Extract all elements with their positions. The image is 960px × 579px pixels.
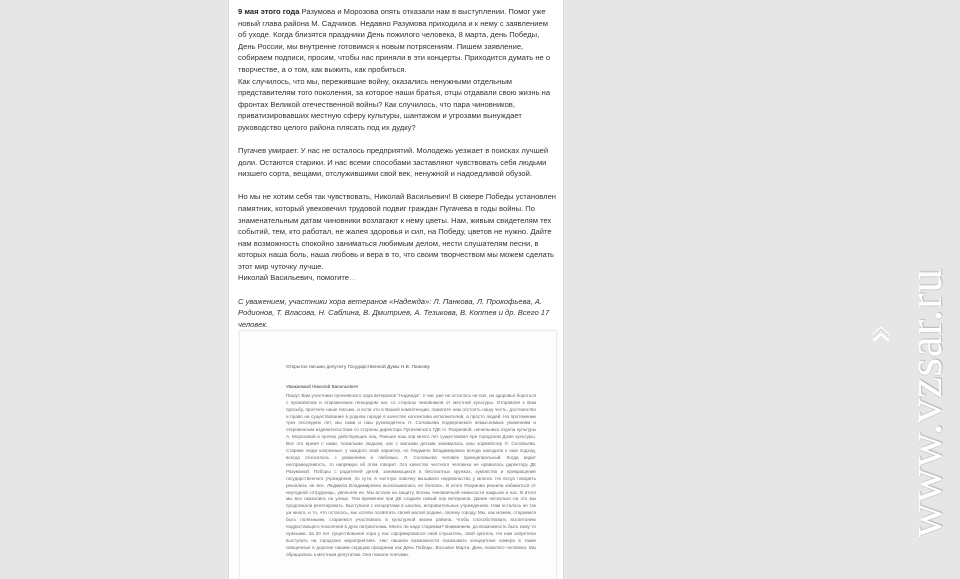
paragraph-lead-date: 9 мая этого года — [238, 7, 300, 16]
paragraph-5-text: Николай Васильевич, помогите — [238, 273, 349, 283]
paragraph-1-text: Разумова и Морозова опять отказали нам в выступлении. Помог уже новый глава района М. Садчиков. Недавно Разумова приходила и к нему с заявлением об уходе. Когда близятся праздники День пожилого человека, 8 марта, день Победы, День России, мы внутренне готовимся к новым потрясениям. Пишем заявление, собираем подписи, просим, чтобы нас приняли в эти концерты. Приходится думать не о творчестве, а о том, как выжить, как пробиться. — [238, 7, 551, 74]
paragraph-4: Но мы не хотим себя так чувствовать, Николай Васильевич! В сквере Победы установлен памятник, который увековечил трудовой подвиг граждан Пугачева в годы войны. По знаменательным датам чиновники возлагают к нему цветы. Нам, живым свидетелям тех событий, тем, кто работал, не жалея здоровья и сил, на Победу, цветов не нужно. Дайте нам возможность спокойно заниматься любимым делом, нести слушателям песни, в которых наша боль, наша любовь и вера в то, что своим творчеством мы можем сделать этот мир чуточку лучше. — [238, 192, 557, 271]
watermark-text: www.vzsar.ru — [899, 268, 952, 538]
paragraph-5-ellipsis: … — [349, 273, 357, 283]
article-page — [228, 0, 564, 579]
scan-title: Открытое письмо депутату Государственной Думы Н.В. Панкову — [286, 365, 430, 370]
site-watermark — [896, 242, 956, 564]
paragraph-1 — [238, 6, 556, 134]
scroll-top-button[interactable] — [870, 325, 892, 345]
scanned-letter-content — [286, 365, 536, 559]
chevron-up-icon — [870, 325, 892, 345]
paragraph-2-text: Как случилось, что мы, пережившие войну, оказались ненужными отдельным представителям того поколения, за которое наши братья, отцы отдавали свою жизнь на фронтах Великой отечественной войны? Как случилось, что пара чиновников, приватизировавших местную сферу культуры, шантажом и угрозами вынуждает руководство целого района плясать под их дудку? — [238, 76, 551, 132]
signature: С уважением, участники хора ветеранов «Надежда»: Л. Панкова, Л. Прокофьева, А. Родионов, Т. Власова, Н. Саблина, В. Дмитриев, А. Тезикова, В. Коптев и др. Всего 17 человек. — [238, 296, 550, 329]
scanned-letter-image[interactable] — [239, 330, 557, 579]
article-body — [238, 6, 556, 342]
scan-greeting: Уважаемый Николай Васильевич! — [286, 383, 359, 389]
scan-body: Пишут Вам участники пугачевского хора ветеранов "Надежда". У нас уже не осталось ни сил, ни здоровья бороться с произволом и откровенным геноцидом нас со стороны чиновников от местной культуры. Отправляя к Вам просьбу, прочтите наше письмо, и если это в Вашей компетенции, помогите нам отстоять нашу честь, достоинство и право на существование в родном городе в качестве коллектива исполнителей, а просто людей. На протяжении трех последних лет, мы сами и наш руководитель Л. Соловьева подвергаемся немыслимым унижениям и откровенным издевательствам со стороны директора Пугачевского ГДК Н. Разумовой, начальника отдела культуры А. Морозовой и прочих действующих лиц. Раньше наш хор много лет существовал при городском Доме культуры. Все это время с нами, пожилыми людьми, нас с малыми детьми занималась наш хормейстер Л. Соловьева. Старики люди капризные, у каждого свой характер, но Людмила Владимировна всегда находила к нам подход, всегда относилась с уважением и любовью. Л. Соловьева человек принципиальный. Когда видит несправедливость, то напрямую об этом говорит. Это качество честного человека не нравилось директору ДК Разумовой. Поборы с родителей детей, занимающихся в бесплатных кружках, кумовство и превращение государственного учреждения, по сути, в частную лавочку вызывало недовольство у многих. Но вслух говорить решались не все. Людмила Владимировна высказывалась не боялась. В итоге Разумова решила избавиться от неугодной сотрудницы, увольняя ее. Мы встали на защиту. Волны чиновничьей немилости накрыли и нас. В итоге мы все оказались на улице. Тем временем при ДК создали новый хор ветеранов. Дание несколько на это мы продолжали репетировать. Выступали с концертами в школах, исправительных учреждениях. Нам осталось не так уж много, и то, что осталось, мы хотели посвятить своей малой родине, своему городу. Мы, как можем, стараемся быть полезными, стараемся участвовать в культурной жизни района, чтобы способствовать воспитанию подрастающего поколения в духе патриотизма. Много ли надо старикам? Вниманием, да возможность быть кому-то нужными. За 20 лет существования хора у нас сформировался свой слушатель, свой зритель. Но нам запретили выступать на городских мероприятиях. Нас лишили возможности показывать концертные номера в такие священные и дорогие нашим сердцам праздники как День Победы, Восьмое Марта, День пожилого человека. Мы обращались к местным депутатам. Они пожали плечами. — [286, 392, 536, 557]
left-gutter — [0, 0, 228, 579]
paragraph-3: Пугачев умирает. У нас не осталось предприятий. Молодежь уезжает в поисках лучшей доли. Остаются старики. И нас всеми способами заставляют чувствовать себя людьми низшего сорта, вещами, отслужившими свой век, ненужной и надоедливой обузой. — [238, 146, 549, 179]
paragraph-5 — [238, 272, 556, 284]
